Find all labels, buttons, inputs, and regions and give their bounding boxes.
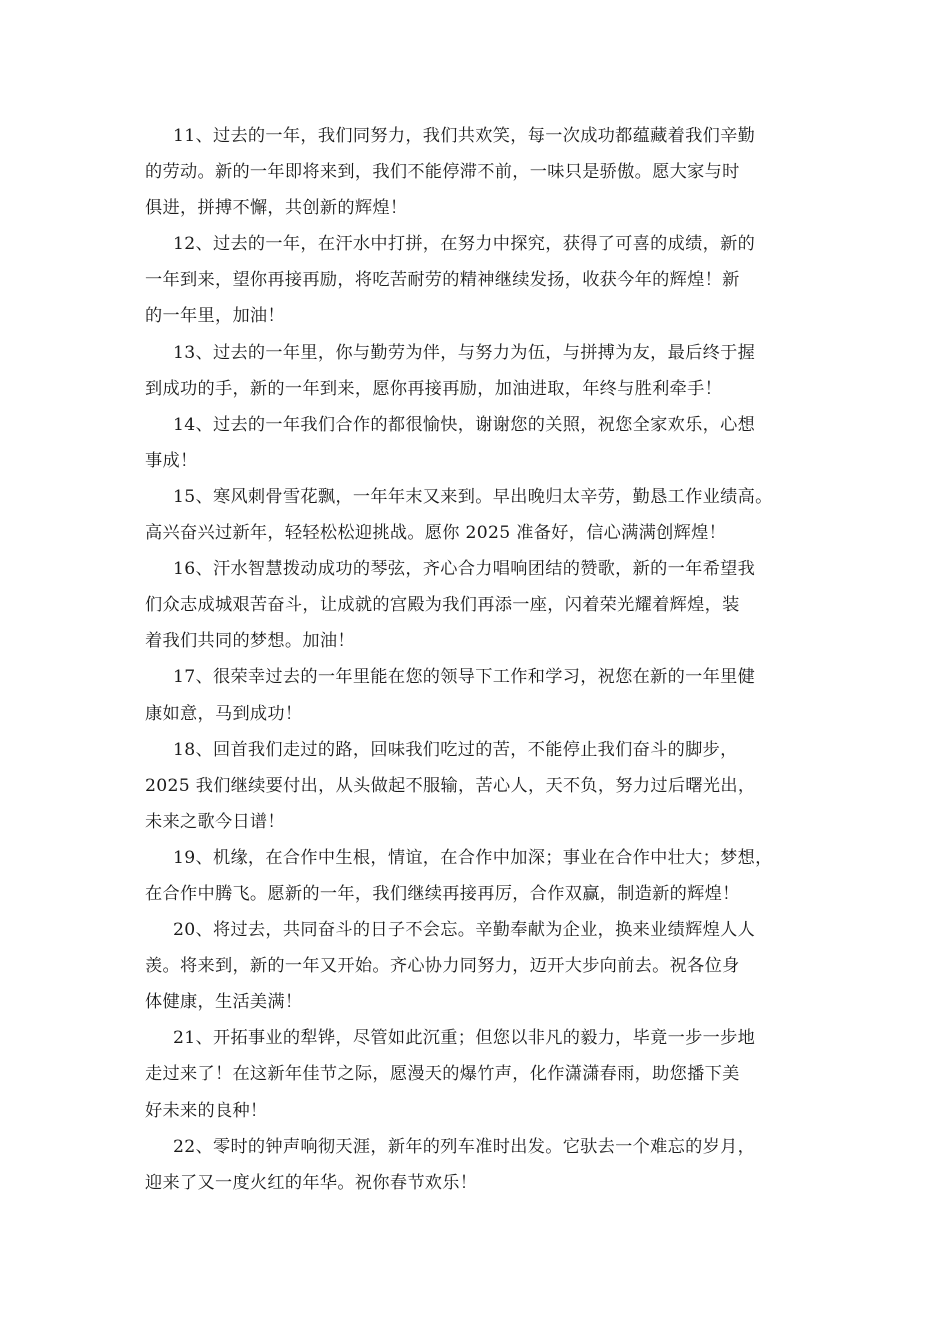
paragraph-line: 走过来了！在这新年佳节之际，愿漫天的爆竹声，化作潇潇春雨，助您播下美 [145,1064,740,1085]
greeting-paragraph-16 [145,551,813,659]
paragraph-line: 一年到来，望你再接再励，将吃苦耐劳的精神继续发扬，收获今年的辉煌！新 [145,270,740,291]
greeting-paragraph-20 [145,912,813,1020]
paragraph-line: 事成！ [145,450,198,471]
paragraph-line: 17、很荣幸过去的一年里能在您的领导下工作和学习，祝您在新的一年里健 [173,667,756,688]
paragraph-line: 着我们共同的梦想。加油！ [145,631,355,652]
paragraph-line: 15、寒风刺骨雪花飘，一年年末又来到。早出晚归太辛劳，勤恳工作业绩高。 [173,486,773,507]
greeting-paragraph-21 [145,1020,813,1128]
paragraph-line: 13、过去的一年里，你与勤劳为伴，与努力为伍，与拼搏为友，最后终于握 [173,342,756,363]
paragraph-line: 俱进，拼搏不懈，共创新的辉煌！ [145,198,408,219]
greeting-paragraph-18 [145,732,813,840]
paragraph-line: 21、开拓事业的犁铧，尽管如此沉重；但您以非凡的毅力，毕竟一步一步地 [173,1028,756,1049]
paragraph-line: 未来之歌今日谱！ [145,811,285,832]
paragraph-line: 16、汗水智慧拨动成功的琴弦，齐心合力唱响团结的赞歌，新的一年希望我 [173,559,756,580]
paragraph-line: 在合作中腾飞。愿新的一年，我们继续再接再厉，合作双赢，制造新的辉煌！ [145,883,740,904]
paragraph-line: 12、过去的一年，在汗水中打拼，在努力中探究，获得了可喜的成绩，新的 [173,234,756,255]
paragraph-line: 20、将过去，共同奋斗的日子不会忘。辛勤奉献为企业，换来业绩辉煌人人 [173,920,756,941]
paragraph-line: 19、机缘，在合作中生根，情谊，在合作中加深；事业在合作中壮大；梦想， [173,847,773,868]
paragraph-line: 的劳动。新的一年即将来到，我们不能停滞不前，一味只是骄傲。愿大家与时 [145,162,740,183]
paragraph-line: 到成功的手，新的一年到来，愿你再接再励，加油进取，年终与胜利牵手！ [145,378,723,399]
document-body [145,118,813,1201]
greeting-paragraph-15 [145,479,813,551]
paragraph-line: 18、回首我们走过的路，回味我们吃过的苦，不能停止我们奋斗的脚步， [173,739,738,760]
greeting-paragraph-12 [145,226,813,334]
paragraph-line: 2025 我们继续要付出，从头做起不服输，苦心人，天不负，努力过后曙光出， [145,775,756,796]
greeting-paragraph-19 [145,840,813,912]
paragraph-line: 康如意，马到成功！ [145,703,303,724]
paragraph-line: 迎来了又一度火红的年华。祝你春节欢乐！ [145,1172,478,1193]
paragraph-line: 羡。将来到，新的一年又开始。齐心协力同努力，迈开大步向前去。祝各位身 [145,956,740,977]
paragraph-line: 体健康，生活美满！ [145,992,303,1013]
paragraph-line: 14、过去的一年我们合作的都很愉快，谢谢您的关照，祝您全家欢乐，心想 [173,414,756,435]
paragraph-line: 的一年里，加油！ [145,306,285,327]
greeting-paragraph-17 [145,659,813,731]
paragraph-line: 好未来的良种！ [145,1100,268,1121]
paragraph-line: 11、过去的一年，我们同努力，我们共欢笑，每一次成功都蕴藏着我们辛勤 [173,126,756,146]
paragraph-line: 们众志成城艰苦奋斗，让成就的宫殿为我们再添一座，闪着荣光耀着辉煌，装 [145,595,740,616]
paragraph-line: 22、零时的钟声响彻天涯，新年的列车准时出发。它驮去一个难忘的岁月， [173,1136,756,1157]
paragraph-line: 高兴奋兴过新年，轻轻松松迎挑战。愿你 2025 准备好，信心满满创辉煌！ [145,523,727,544]
greeting-paragraph-22 [145,1129,813,1201]
greeting-paragraph-14 [145,407,813,479]
greeting-paragraph-13 [145,335,813,407]
greeting-paragraph-11 [145,118,813,226]
